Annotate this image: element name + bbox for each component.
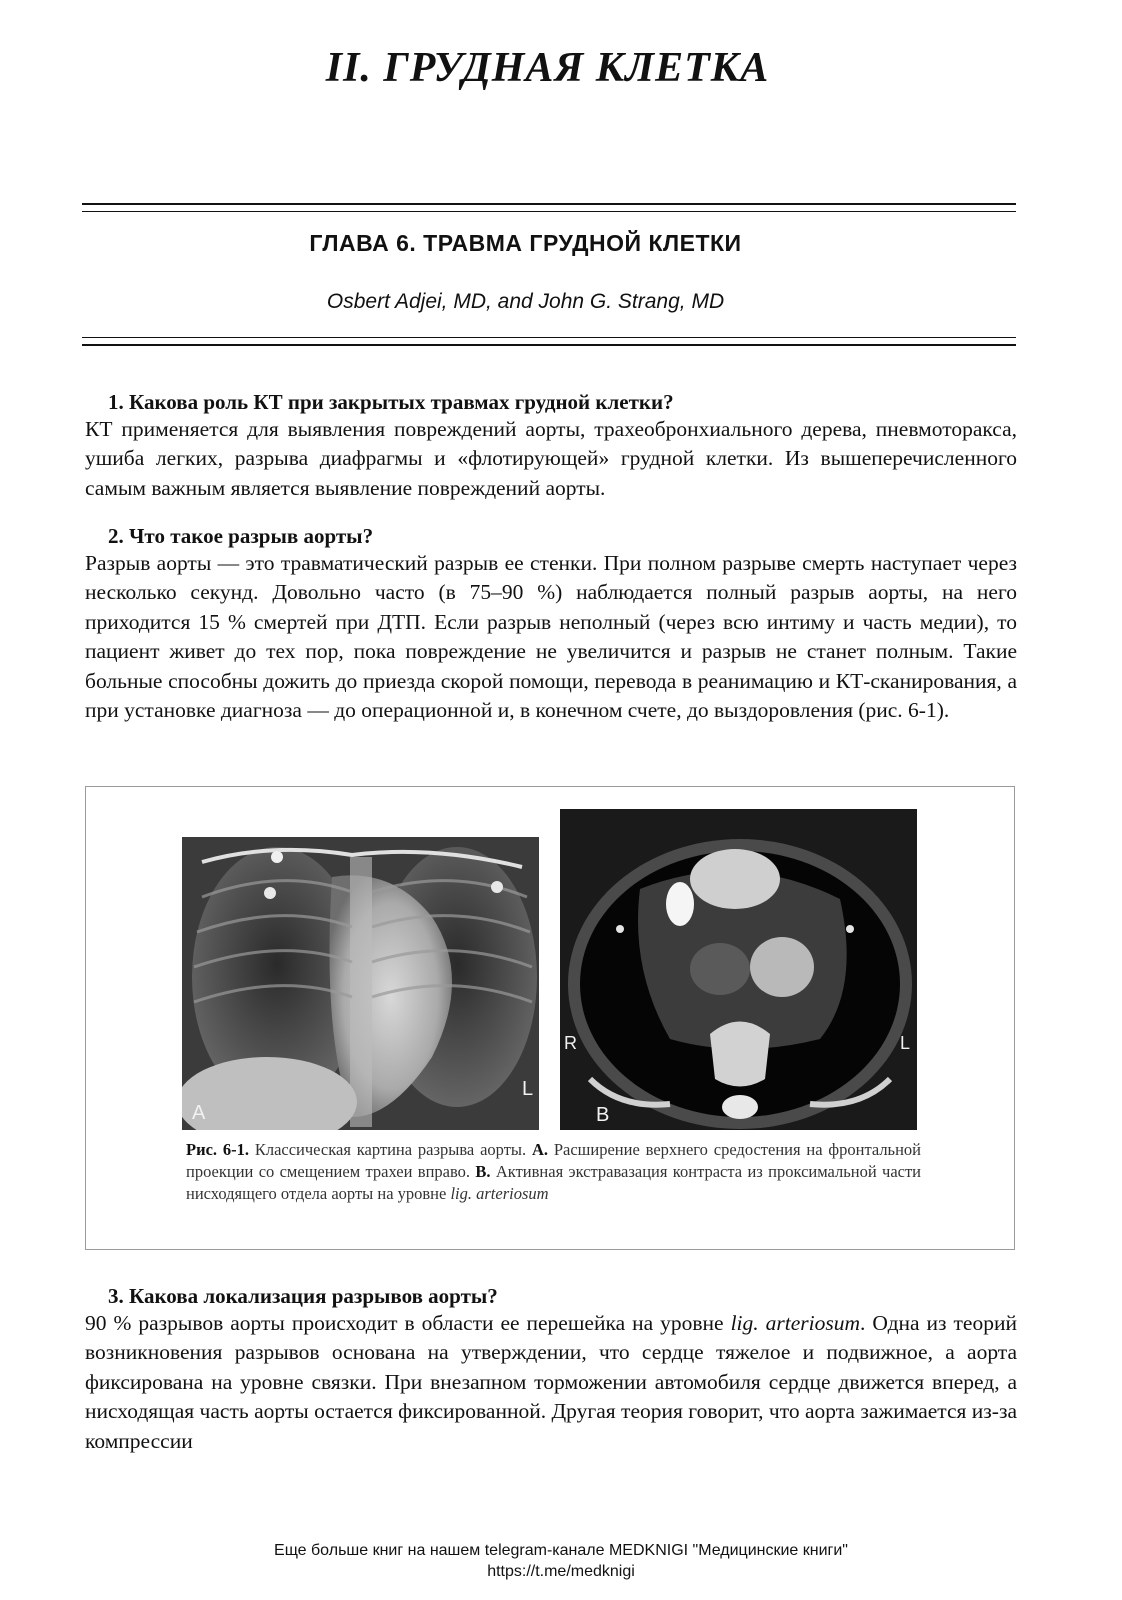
chapter-authors: Osbert Adjei, MD, and John G. Strang, MD — [326, 290, 725, 313]
divider-bottom-1 — [82, 337, 1016, 338]
caption-b-text: Активная экстравазация контраста из проксимальной части нисходящего отдела аорты на уровне — [186, 1162, 922, 1203]
question-3: 3. Какова локализация разрывов аорты? — [108, 1284, 498, 1308]
chest-xray-graphic — [182, 837, 539, 1130]
caption-label: Рис. 6-1. — [186, 1140, 249, 1159]
chapter-title: ГЛАВА 6. ТРАВМА ГРУДНОЙ КЛЕТКИ — [309, 230, 742, 256]
ct-scan-graphic — [560, 809, 917, 1130]
caption-b-label: B. — [475, 1162, 491, 1181]
caption-text-1: Классическая картина разрыва аорты. — [249, 1140, 532, 1159]
divider-bottom-2 — [82, 344, 1016, 346]
ct-label-b: B — [596, 1104, 610, 1126]
question-1: 1. Какова роль КТ при закрытых травмах грудной клетки? — [108, 390, 674, 414]
ct-label-r: R — [564, 1033, 577, 1053]
footer-link[interactable]: https://t.me/medknigi — [487, 1563, 635, 1580]
answer-3-italic: lig. arteriosum — [730, 1311, 860, 1335]
divider-top-2 — [82, 211, 1016, 212]
xray-label-l: L — [522, 1078, 534, 1100]
ct-scan-image — [560, 809, 917, 1130]
answer-3-part-2: . Одна из теорий возникновения разрывов основана на утверждении, что сердце тяжелое и подвижное, а аорта фиксирована на уровне связки. При внезапном торможении автомобиля сердце движется вперед, а нисходящая часть аорты остается фиксированной. Другая теория говорит, что аорта зажимается из-за компрессии — [85, 1311, 1017, 1453]
answer-3-part-1: 90 % разрывов аорты происходит в области ее перешейка на уровне — [85, 1311, 731, 1335]
answer-2: Разрыв аорты — это травматический разрыв ее стенки. При полном разрыве смерть наступает через несколько секунд. Довольно часто (в 75–90 %) наблюдается полный разрыв аорты, на него приходится 15 % смертей при ДТП. Если разрыв неполный (через всю интиму и часть медии), то пациент живет до тех пор, пока повреждение не увеличится и разрыв не станет полным. Такие больные способны дожить до приезда скорой помощи, перевода в реанимацию и КТ-сканирования, а при установке диагноза — до операционной и, в конечном счете, до выздоровления (рис. 6-1). — [85, 551, 1017, 723]
ct-label-l: L — [900, 1033, 911, 1053]
figure-caption — [186, 1139, 921, 1205]
caption-a-label: A. — [531, 1140, 549, 1159]
figure-6-1 — [85, 786, 1015, 1250]
caption-italic: lig. arteriosum — [450, 1184, 549, 1203]
answer-1: КТ применяется для выявления повреждений аорты, трахеобронхиального дерева, пневмоторакса, ушиба легких, разрыва диафрагмы и «флотирующей» грудной клетки. Из вышеперечисленного самым важным является выявление повреждений аорты. — [85, 417, 1017, 500]
caption-a-text: Расширение верхнего средостения на фронтальной проекции со смещением трахеи вправо. — [186, 1140, 921, 1181]
divider-top-1 — [82, 203, 1016, 205]
xray-label-a: A — [192, 1102, 206, 1124]
chest-xray-image — [182, 837, 539, 1130]
footer-line-1: Еще больше книг на нашем telegram-канале MEDKNIGI "Медицинские книги" — [274, 1542, 848, 1559]
part-title: II. ГРУДНАЯ КЛЕТКА — [325, 45, 770, 91]
question-2: 2. Что такое разрыв аорты? — [108, 524, 374, 548]
answer-3 — [85, 1309, 1017, 1456]
